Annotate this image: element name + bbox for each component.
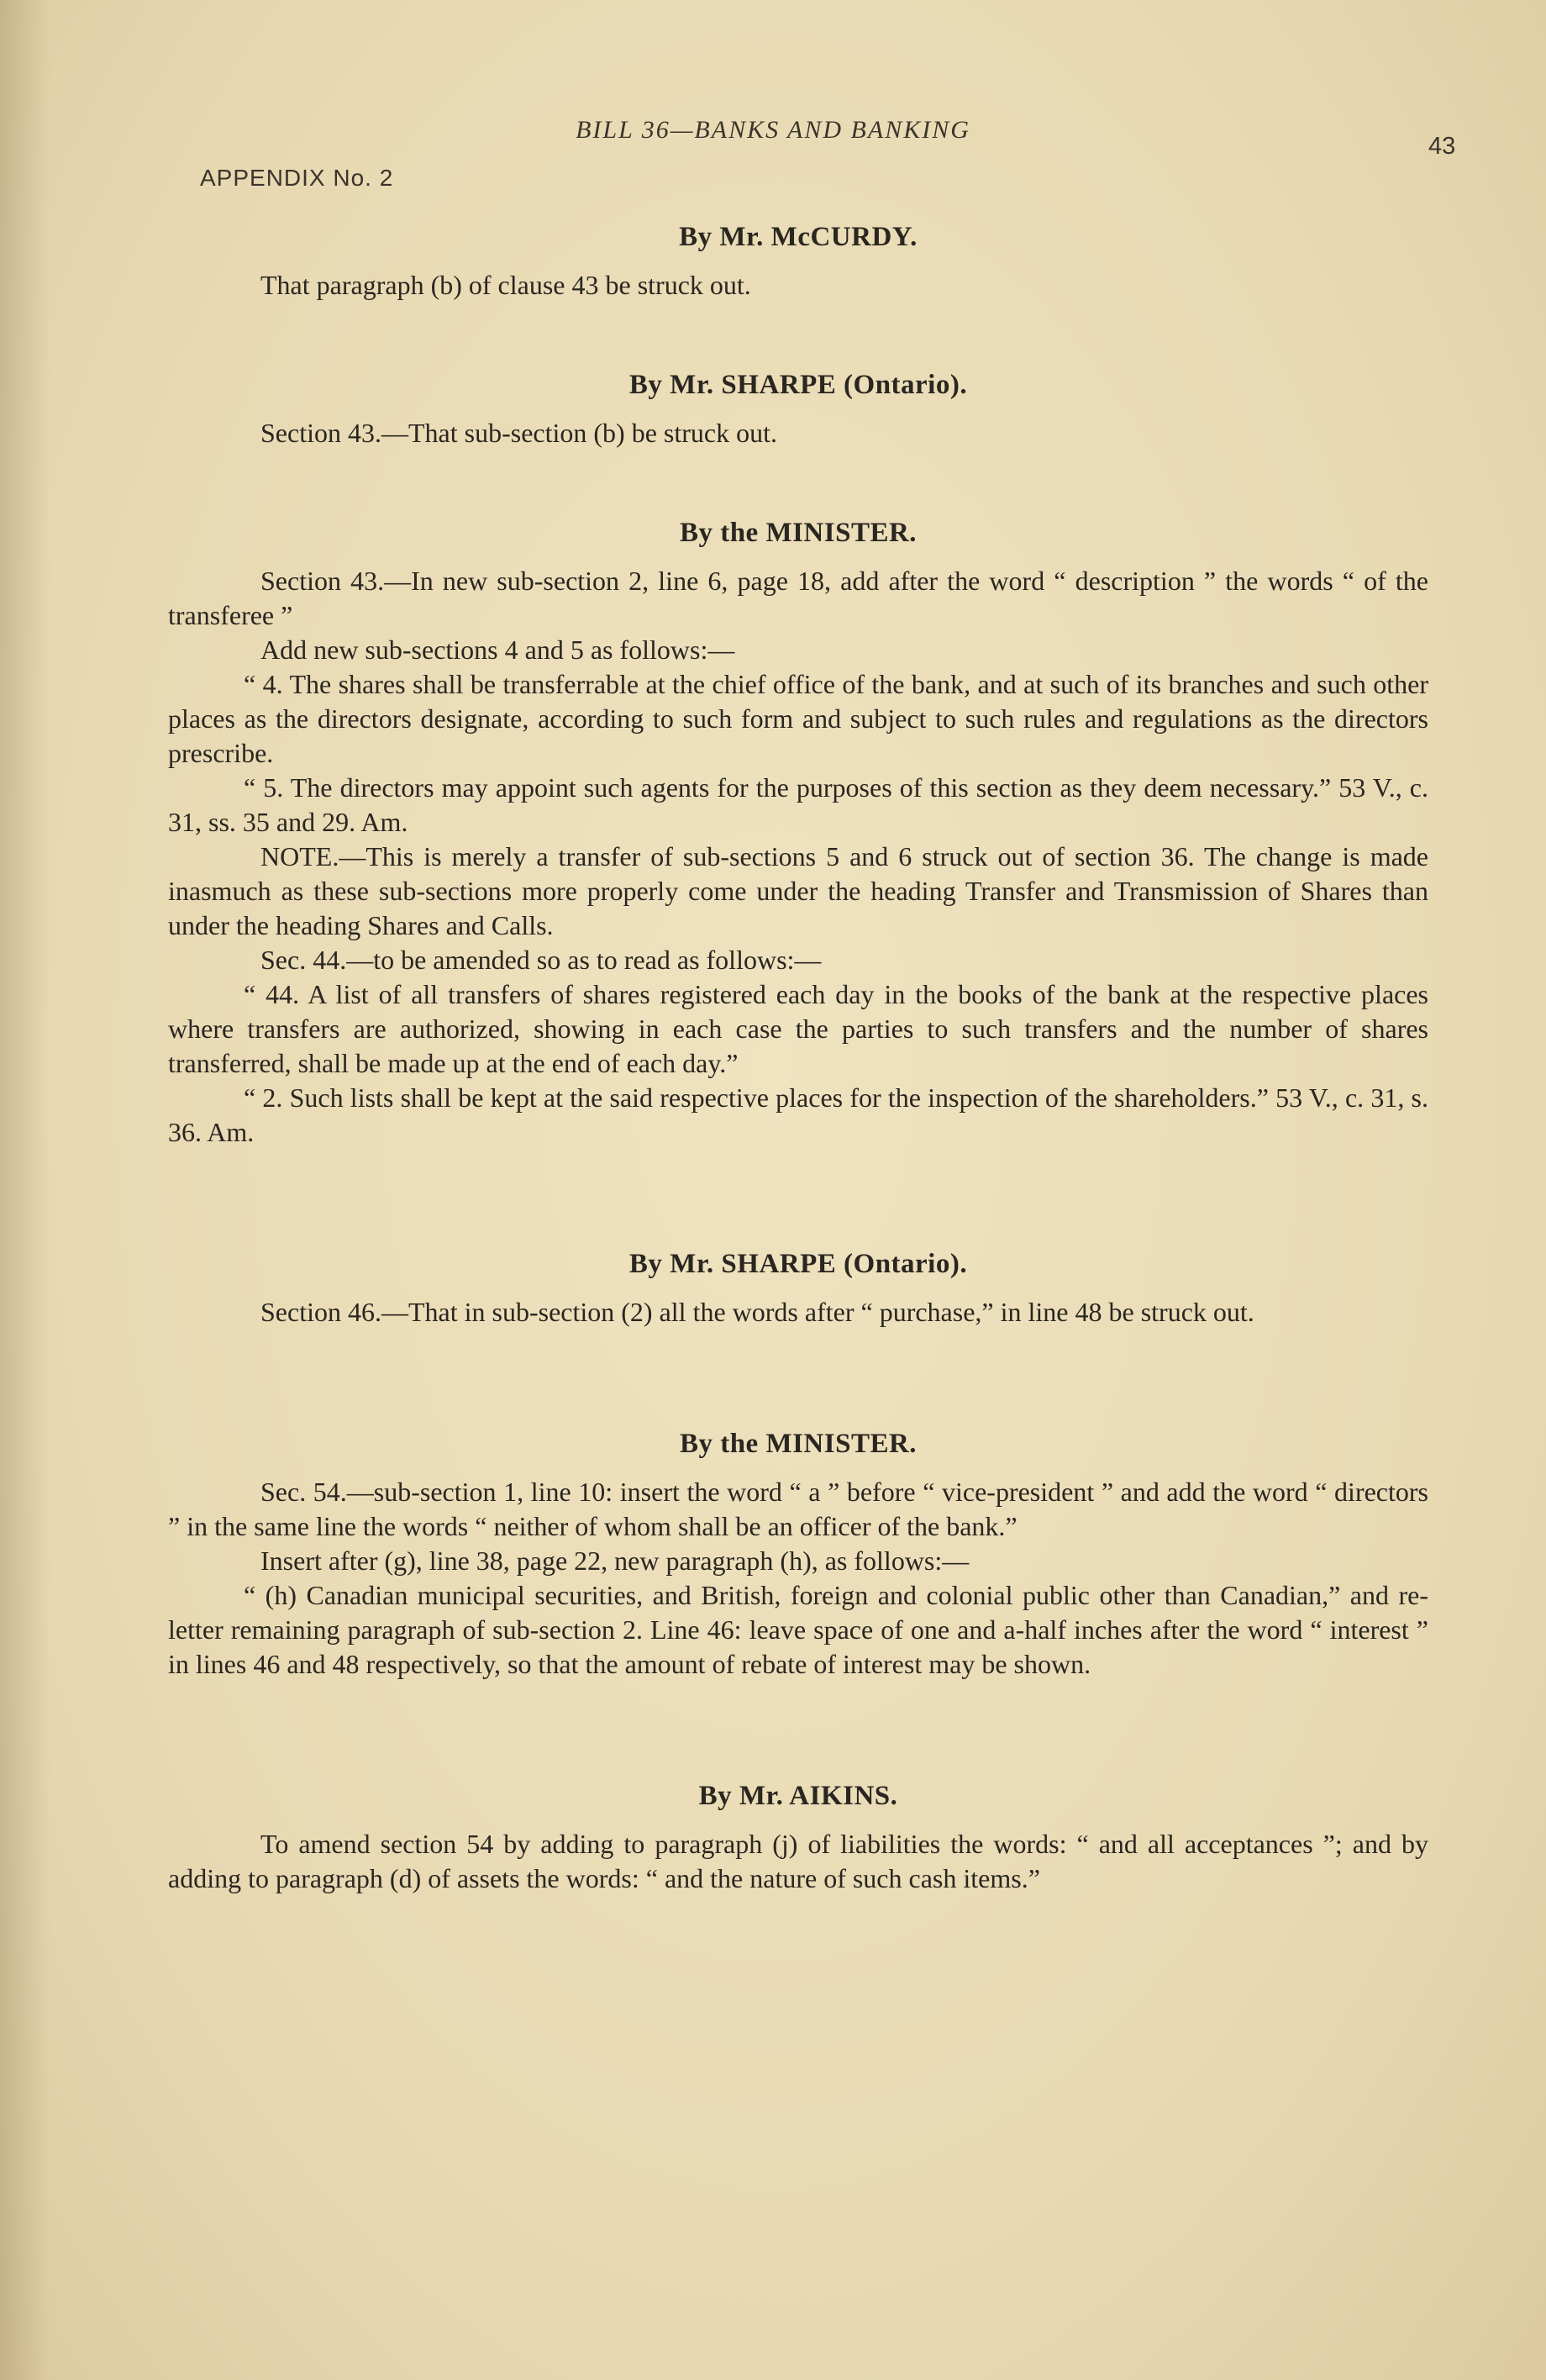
appendix-label: APPENDIX No. 2 — [200, 165, 394, 191]
section-heading: By the MINISTER. — [679, 1429, 918, 1459]
amendment-paragraph: Section 46.—That in sub-section (2) all the words after “ purchase,” in line 48 be struck out. — [260, 1297, 1254, 1327]
amendment-section — [168, 1247, 1428, 1330]
amendment-paragraph: Add new sub-sections 4 and 5 as follows:— — [260, 634, 735, 665]
amendment-section — [168, 516, 1428, 1150]
document-body — [168, 220, 1428, 1896]
quoted-subsection: “ (h) Canadian municipal securities, and British, foreign and colonial public other than Canadian,” and re-letter remaining paragraph of sub-section 2. Line 46: leave space of one and a-half inches after the word “ interest ” in lines 46 and 48 respectively, so that the amount of rebate of interest may be shown. — [168, 1580, 1428, 1679]
section-heading: By Mr. AIKINS. — [698, 1781, 898, 1811]
binding-shadow — [0, 0, 50, 2380]
quoted-subsection: “ 44. A list of all transfers of shares registered each day in the books of the bank at the respective places where transfers are authorized, showing in each case the parties to such transfers and the number of shares transferred, shall be made up at the end of each day.” — [168, 979, 1428, 1078]
amendment-paragraph: Sec. 44.—to be amended so as to read as follows:— — [260, 945, 822, 975]
quoted-subsection: “ 2. Such lists shall be kept at the said respective places for the inspection of the shareholders.” 53 V., c. 31, s. 36. Am. — [168, 1082, 1428, 1147]
section-heading: By the MINISTER. — [679, 518, 918, 548]
section-heading: By Mr. McCURDY. — [679, 222, 918, 252]
amendment-paragraph: Sec. 54.—sub-section 1, line 10: insert the word “ a ” before “ vice-president ” and add the word “ directors ” in the same line the words “ neither of whom shall be an officer of the bank.” — [168, 1477, 1428, 1541]
page-number: 43 — [1428, 133, 1456, 160]
amendment-paragraph: That paragraph (b) of clause 43 be struck out. — [260, 270, 751, 300]
amendment-section — [168, 220, 1428, 303]
note-paragraph: NOTE.—This is merely a transfer of sub-sections 5 and 6 struck out of section 36. The change is made inasmuch as these sub-sections more properly come under the heading Transfer and Transmission of Shares than under the heading Shares and Calls. — [168, 841, 1428, 940]
amendment-section — [168, 368, 1428, 450]
amendment-paragraph: Section 43.—In new sub-section 2, line 6, page 18, add after the word “ description ” the words “ of the transferee ” — [168, 566, 1428, 630]
quoted-subsection: “ 4. The shares shall be transferrable at the chief office of the bank, and at such of its branches and such other places as the directors designate, according to such form and subject to such rules and regulations as the directors prescribe. — [168, 669, 1428, 768]
section-heading: By Mr. SHARPE (Ontario). — [628, 1249, 968, 1279]
amendment-paragraph: To amend section 54 by adding to paragraph (j) of liabilities the words: “ and all acceptances ”; and by adding to paragraph (d) of assets the words: “ and the nature of such cash items.” — [168, 1829, 1428, 1893]
quoted-subsection: “ 5. The directors may appoint such agents for the purposes of this section as they deem necessary.” 53 V., c. 31, ss. 35 and 29. Am. — [168, 772, 1428, 837]
amendment-section — [168, 1427, 1428, 1682]
amendment-section — [168, 1779, 1428, 1896]
running-head: BILL 36—BANKS AND BANKING — [576, 116, 970, 144]
amendment-paragraph: Insert after (g), line 38, page 22, new paragraph (h), as follows:— — [260, 1545, 970, 1576]
amendment-paragraph: Section 43.—That sub-section (b) be struck out. — [260, 418, 777, 448]
section-heading: By Mr. SHARPE (Ontario). — [628, 370, 968, 400]
